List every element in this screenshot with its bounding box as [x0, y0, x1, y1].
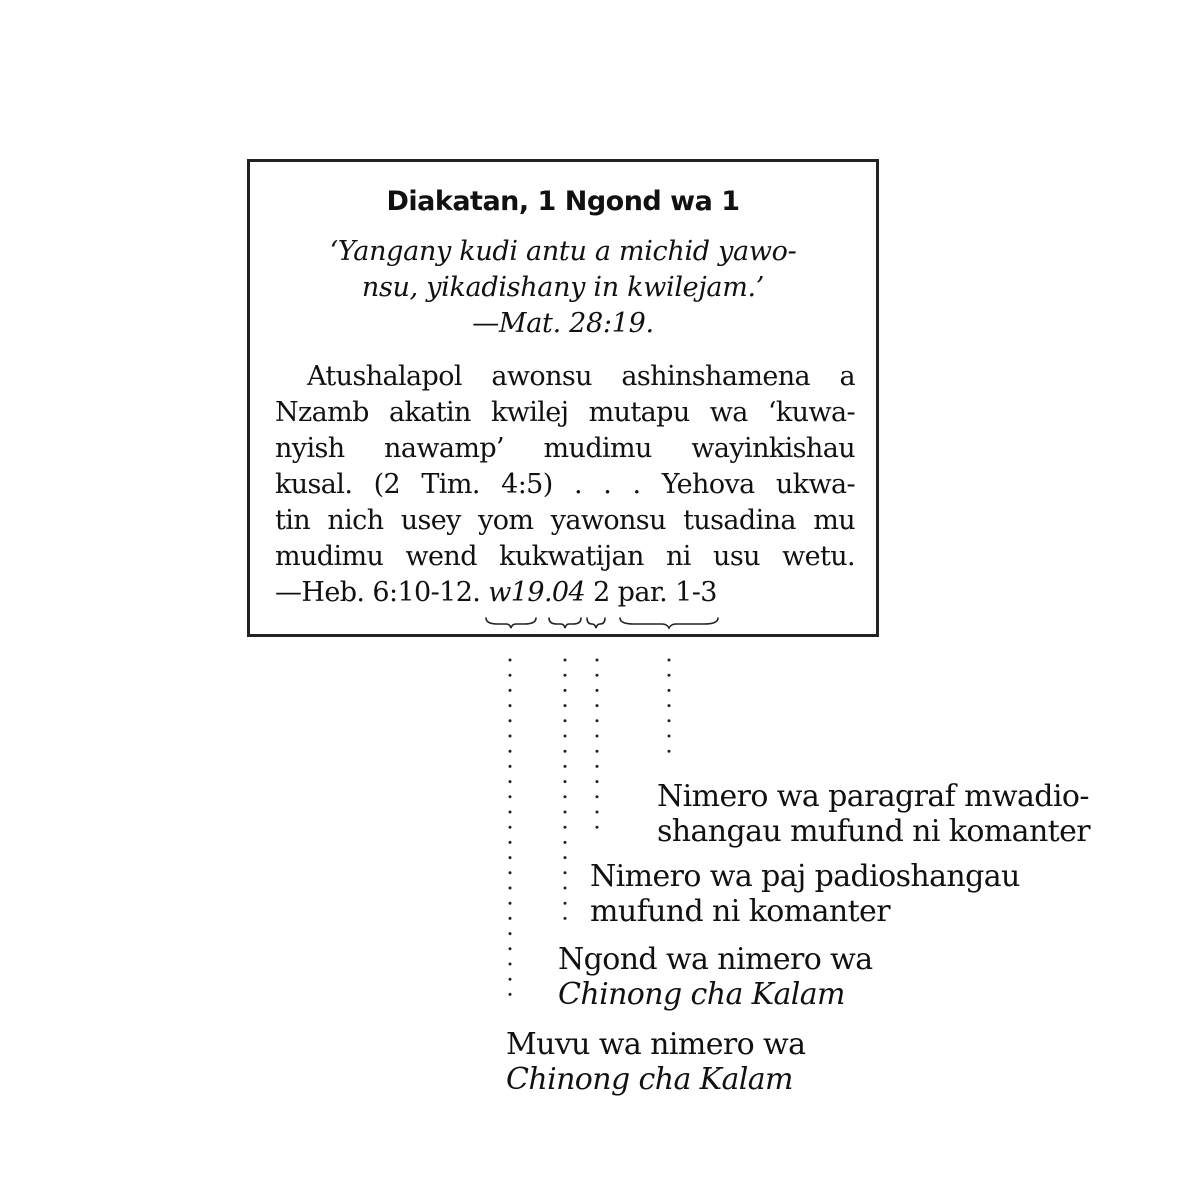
callout-month	[558, 942, 873, 1012]
theme-scripture-line: nsu, yikadishany in kwilejam.’	[361, 272, 765, 303]
comment-line: Atushalapol awonsu ashinshamena a	[307, 361, 855, 392]
comment-line: kusal. (2 Tim. 4:5) . . . Yehova ukwa-	[275, 469, 855, 500]
callout-paragraph-line2: shangau mufund ni komanter	[657, 814, 1091, 849]
callout-year-line1: Muvu wa nimero wa	[506, 1027, 806, 1062]
issue-code: .04	[543, 577, 586, 608]
paragraph-number: par. 1-3	[617, 577, 717, 608]
callout-paragraph-line1: Nimero wa paragraf mwadio-	[657, 779, 1089, 814]
callout-month-line2: Chinong cha Kalam	[558, 977, 845, 1012]
callout-month-line1: Ngond wa nimero wa	[558, 942, 873, 977]
callout-year-line2: Chinong cha Kalam	[506, 1062, 793, 1097]
theme-scripture-line: ‘Yangany kudi antu a michid yawo-	[329, 236, 797, 267]
daily-text-date: Diakatan, 1 Ngond wa 1	[386, 186, 740, 217]
scripture-reference: —Heb. 6:10-12.	[275, 577, 481, 608]
callout-year	[506, 1027, 805, 1097]
callout-page-line1: Nimero wa paj padioshangau	[590, 859, 1020, 894]
comment-line: tin nich usey yom yawonsu tusadina mu	[275, 505, 855, 536]
callout-paragraph	[657, 779, 1090, 849]
page-number: 2	[593, 577, 610, 608]
callout-page	[590, 859, 1020, 929]
publication-code: w19	[488, 577, 544, 608]
callout-page-line2: mufund ni komanter	[590, 894, 890, 929]
paragraph-brace	[620, 618, 718, 628]
comment-line: mudimu wend kukwatijan ni usu wetu.	[275, 541, 855, 572]
comment-line: Nzamb akatin kwilej mutapu wa ‘kuwa-	[275, 397, 855, 428]
page-brace	[587, 618, 605, 628]
theme-scripture-citation: —Mat. 28:19.	[472, 308, 654, 339]
month-brace	[549, 618, 581, 628]
year-brace	[486, 618, 536, 628]
comment-line: nyish nawamp’ mudimu wayinkishau	[275, 433, 855, 464]
